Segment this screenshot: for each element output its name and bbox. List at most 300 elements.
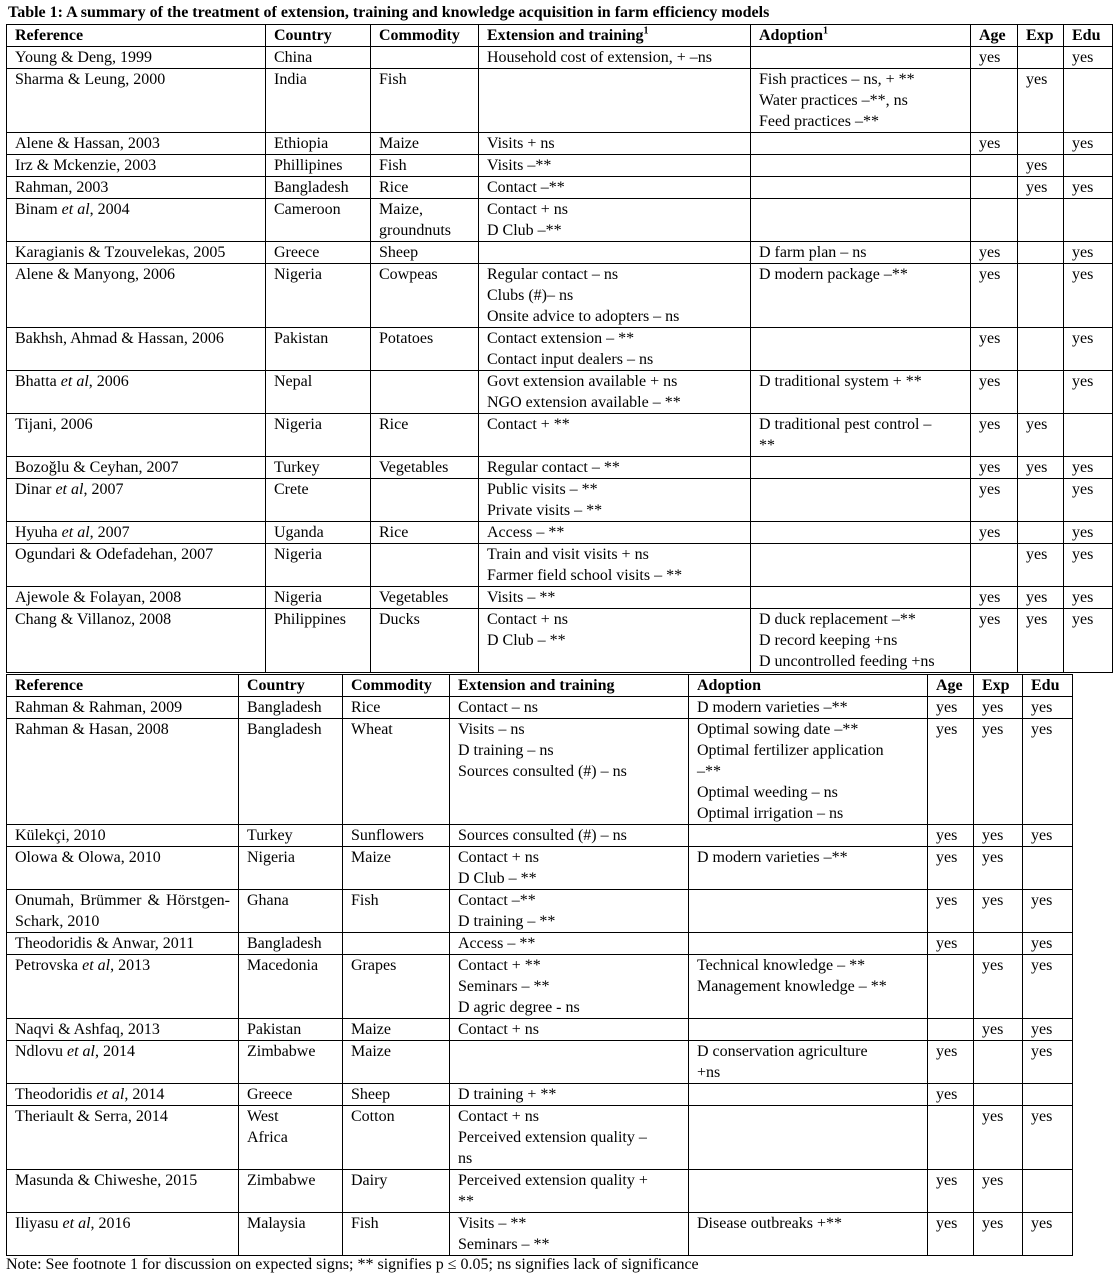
cell-adoption: [751, 47, 971, 69]
cell-age: yes: [928, 933, 974, 955]
column-header-adoption: [751, 25, 971, 47]
cell-extension: Perceived extension quality + **: [450, 1170, 689, 1213]
cell-edu: [1064, 69, 1113, 133]
cell-extension: Regular contact – ns Clubs (#)– ns Onsite advice to adopters – ns: [479, 264, 751, 328]
cell-exp: [1018, 328, 1064, 371]
column-header-exp: [974, 675, 1023, 697]
cell-adoption: [689, 1084, 928, 1106]
cell-adoption: D duck replacement –** D record keeping +ns D uncontrolled feeding +ns: [751, 609, 971, 673]
cell-reference: Ajewole & Folayan, 2008: [7, 587, 266, 609]
cell-adoption: [751, 177, 971, 199]
cell-extension: Contact extension – ** Contact input dealers – ns: [479, 328, 751, 371]
summary-table-part-2: [6, 674, 1073, 1256]
cell-country: Zimbabwe: [239, 1170, 343, 1213]
table-row: [7, 264, 1113, 328]
cell-age: yes: [971, 609, 1018, 673]
cell-exp: [1018, 242, 1064, 264]
cell-commodity: Maize, groundnuts: [371, 199, 479, 242]
table-row: [7, 1213, 1073, 1256]
cell-age: yes: [971, 133, 1018, 155]
cell-exp: yes: [974, 955, 1023, 1019]
table-row: [7, 414, 1113, 457]
cell-extension: D training + **: [450, 1084, 689, 1106]
cell-country: India: [266, 69, 371, 133]
cell-extension: Contact + ns D Club – **: [450, 847, 689, 890]
cell-edu: yes: [1064, 522, 1113, 544]
cell-adoption: Fish practices – ns, + ** Water practices –**, ns Feed practices –**: [751, 69, 971, 133]
cell-commodity: Fish: [371, 69, 479, 133]
cell-age: [971, 544, 1018, 587]
table-row: [7, 1170, 1073, 1213]
column-header-label: Age: [936, 677, 963, 694]
cell-extension: Visits – ns D training – ns Sources consulted (#) – ns: [450, 719, 689, 825]
cell-adoption: [751, 522, 971, 544]
cell-commodity: [371, 47, 479, 69]
cell-commodity: Potatoes: [371, 328, 479, 371]
cell-edu: yes: [1023, 1106, 1073, 1170]
cell-exp: yes: [974, 719, 1023, 825]
cell-country: Cameroon: [266, 199, 371, 242]
cell-country: Nigeria: [266, 264, 371, 328]
cell-country: Greece: [239, 1084, 343, 1106]
header-row: [7, 25, 1113, 47]
cell-country: Phillipines: [266, 155, 371, 177]
cell-reference: Dinar et al, 2007: [7, 479, 266, 522]
cell-commodity: Vegetables: [371, 587, 479, 609]
table-row: [7, 133, 1113, 155]
cell-exp: [1018, 47, 1064, 69]
cell-commodity: Maize: [343, 1019, 450, 1041]
cell-extension: Regular contact – **: [479, 457, 751, 479]
cell-age: yes: [928, 1084, 974, 1106]
cell-edu: yes: [1064, 479, 1113, 522]
cell-reference: Petrovska et al, 2013: [7, 955, 239, 1019]
cell-adoption: Disease outbreaks +**: [689, 1213, 928, 1256]
cell-reference: Theodoridis et al, 2014: [7, 1084, 239, 1106]
cell-adoption: D farm plan – ns: [751, 242, 971, 264]
cell-extension: Contact + ns D Club –**: [479, 199, 751, 242]
column-header-edu: [1064, 25, 1113, 47]
cell-age: yes: [971, 242, 1018, 264]
footnote-marker: 1: [643, 25, 649, 37]
table-row: [7, 609, 1113, 673]
cell-age: yes: [928, 847, 974, 890]
column-header-label: Adoption: [697, 677, 762, 694]
cell-edu: yes: [1064, 47, 1113, 69]
cell-commodity: Grapes: [343, 955, 450, 1019]
cell-edu: yes: [1023, 955, 1073, 1019]
table-note: Note: See footnote 1 for discussion on expected signs; ** signifies p ≤ 0.05; ns signifies lack of significance: [6, 1256, 699, 1273]
column-header-label: Exp: [982, 677, 1010, 694]
cell-extension: [450, 1041, 689, 1084]
cell-country: Greece: [266, 242, 371, 264]
cell-adoption: D conservation agriculture +ns: [689, 1041, 928, 1084]
table-row: [7, 1041, 1073, 1084]
cell-adoption: [751, 544, 971, 587]
cell-exp: [974, 1084, 1023, 1106]
cell-extension: Sources consulted (#) – ns: [450, 825, 689, 847]
column-header-edu: [1023, 675, 1073, 697]
cell-exp: yes: [1018, 457, 1064, 479]
cell-reference: Young & Deng, 1999: [7, 47, 266, 69]
cell-country: Bangladesh: [239, 933, 343, 955]
cell-commodity: Maize: [371, 133, 479, 155]
cell-adoption: D modern package –**: [751, 264, 971, 328]
table-row: [7, 825, 1073, 847]
table-row: [7, 847, 1073, 890]
cell-adoption: D modern varieties –**: [689, 847, 928, 890]
cell-country: Bangladesh: [239, 697, 343, 719]
cell-edu: yes: [1023, 697, 1073, 719]
column-header-reference: [7, 25, 266, 47]
column-header-label: Reference: [15, 677, 84, 694]
column-header-label: Adoption: [759, 27, 824, 44]
cell-exp: yes: [974, 697, 1023, 719]
cell-commodity: Maize: [343, 1041, 450, 1084]
cell-extension: Govt extension available + ns NGO extension available – **: [479, 371, 751, 414]
cell-country: Pakistan: [266, 328, 371, 371]
cell-reference: Olowa & Olowa, 2010: [7, 847, 239, 890]
cell-commodity: Sheep: [343, 1084, 450, 1106]
column-header-adoption: [689, 675, 928, 697]
cell-commodity: Wheat: [343, 719, 450, 825]
cell-age: yes: [971, 264, 1018, 328]
cell-edu: yes: [1064, 264, 1113, 328]
table-row: [7, 457, 1113, 479]
column-header-label: Exp: [1026, 27, 1054, 44]
cell-extension: Contact – ns: [450, 697, 689, 719]
cell-commodity: Vegetables: [371, 457, 479, 479]
cell-extension: Train and visit visits + ns Farmer field school visits – **: [479, 544, 751, 587]
cell-reference: Külekçi, 2010: [7, 825, 239, 847]
column-header-label: Reference: [15, 27, 84, 44]
cell-age: yes: [928, 697, 974, 719]
column-header-exp: [1018, 25, 1064, 47]
cell-age: yes: [971, 457, 1018, 479]
cell-extension: Contact + ns: [450, 1019, 689, 1041]
cell-edu: yes: [1023, 719, 1073, 825]
cell-commodity: Dairy: [343, 1170, 450, 1213]
cell-exp: yes: [1018, 609, 1064, 673]
column-header-label: Country: [274, 27, 332, 44]
cell-reference: Bozoğlu & Ceyhan, 2007: [7, 457, 266, 479]
cell-adoption: D traditional pest control – **: [751, 414, 971, 457]
cell-country: Nigeria: [266, 414, 371, 457]
cell-country: Nigeria: [266, 544, 371, 587]
cell-adoption: Optimal sowing date –** Optimal fertilizer application –** Optimal weeding – ns Optimal irrigation – ns: [689, 719, 928, 825]
cell-age: yes: [928, 890, 974, 933]
column-header-label: Age: [979, 27, 1006, 44]
table-row: [7, 522, 1113, 544]
cell-edu: [1064, 199, 1113, 242]
cell-extension: [479, 69, 751, 133]
cell-exp: yes: [974, 890, 1023, 933]
cell-exp: yes: [974, 1170, 1023, 1213]
cell-commodity: Sunflowers: [343, 825, 450, 847]
cell-extension: Contact + ns Perceived extension quality – ns: [450, 1106, 689, 1170]
column-header-age: [971, 25, 1018, 47]
cell-reference: Rahman, 2003: [7, 177, 266, 199]
cell-exp: [1018, 479, 1064, 522]
cell-adoption: [689, 1019, 928, 1041]
cell-extension: Access – **: [479, 522, 751, 544]
table-row: [7, 479, 1113, 522]
cell-reference: Bhatta et al, 2006: [7, 371, 266, 414]
column-header-reference: [7, 675, 239, 697]
cell-extension: Visits – ** Seminars – **: [450, 1213, 689, 1256]
cell-adoption: [751, 133, 971, 155]
cell-exp: yes: [1018, 587, 1064, 609]
cell-extension: Contact + ** Seminars – ** D agric degree - ns: [450, 955, 689, 1019]
cell-age: [928, 955, 974, 1019]
cell-age: yes: [928, 825, 974, 847]
header-row: [7, 675, 1073, 697]
column-header-extension: [450, 675, 689, 697]
cell-country: Crete: [266, 479, 371, 522]
cell-extension: Contact + ns D Club – **: [479, 609, 751, 673]
cell-exp: yes: [1018, 414, 1064, 457]
table-row: [7, 47, 1113, 69]
cell-exp: yes: [1018, 544, 1064, 587]
cell-extension: Contact –** D training – **: [450, 890, 689, 933]
table-row: [7, 177, 1113, 199]
cell-country: Turkey: [239, 825, 343, 847]
cell-age: [971, 177, 1018, 199]
cell-age: [971, 69, 1018, 133]
cell-edu: [1064, 414, 1113, 457]
cell-exp: yes: [974, 847, 1023, 890]
cell-reference: Naqvi & Ashfaq, 2013: [7, 1019, 239, 1041]
cell-edu: yes: [1023, 890, 1073, 933]
column-header-country: [266, 25, 371, 47]
cell-country: Malaysia: [239, 1213, 343, 1256]
cell-adoption: [751, 328, 971, 371]
cell-age: [971, 199, 1018, 242]
cell-reference: Iliyasu et al, 2016: [7, 1213, 239, 1256]
cell-reference: Onumah, Brümmer & Hörstgen-Schark, 2010: [7, 890, 239, 933]
cell-adoption: [689, 890, 928, 933]
cell-extension: Access – **: [450, 933, 689, 955]
cell-reference: Sharma & Leung, 2000: [7, 69, 266, 133]
cell-edu: yes: [1064, 328, 1113, 371]
cell-extension: Contact –**: [479, 177, 751, 199]
cell-reference: Binam et al, 2004: [7, 199, 266, 242]
summary-table-part-1: [6, 24, 1113, 673]
cell-adoption: [751, 457, 971, 479]
cell-edu: yes: [1064, 609, 1113, 673]
cell-age: yes: [928, 1170, 974, 1213]
cell-reference: Ogundari & Odefadehan, 2007: [7, 544, 266, 587]
cell-adoption: [751, 155, 971, 177]
cell-adoption: [751, 479, 971, 522]
cell-commodity: Rice: [343, 697, 450, 719]
cell-extension: Contact + **: [479, 414, 751, 457]
cell-country: Pakistan: [239, 1019, 343, 1041]
cell-commodity: Rice: [371, 177, 479, 199]
table-row: [7, 371, 1113, 414]
cell-commodity: Cowpeas: [371, 264, 479, 328]
cell-age: yes: [928, 719, 974, 825]
cell-edu: yes: [1023, 1019, 1073, 1041]
cell-country: Nigeria: [266, 587, 371, 609]
cell-extension: Public visits – ** Private visits – **: [479, 479, 751, 522]
table-row: [7, 719, 1073, 825]
cell-reference: Hyuha et al, 2007: [7, 522, 266, 544]
cell-reference: Bakhsh, Ahmad & Hassan, 2006: [7, 328, 266, 371]
cell-commodity: Ducks: [371, 609, 479, 673]
cell-commodity: Maize: [343, 847, 450, 890]
cell-extension: [479, 242, 751, 264]
cell-edu: yes: [1023, 1213, 1073, 1256]
cell-exp: yes: [974, 1213, 1023, 1256]
cell-age: [928, 1106, 974, 1170]
table-row: [7, 328, 1113, 371]
cell-exp: yes: [1018, 69, 1064, 133]
cell-exp: yes: [974, 1019, 1023, 1041]
table-row: [7, 69, 1113, 133]
cell-country: Zimbabwe: [239, 1041, 343, 1084]
cell-reference: Rahman & Hasan, 2008: [7, 719, 239, 825]
table-row: [7, 587, 1113, 609]
column-header-label: Edu: [1072, 27, 1101, 44]
cell-commodity: Sheep: [371, 242, 479, 264]
cell-age: yes: [971, 328, 1018, 371]
cell-commodity: [371, 479, 479, 522]
cell-country: China: [266, 47, 371, 69]
cell-commodity: Fish: [343, 890, 450, 933]
table-row: [7, 697, 1073, 719]
cell-age: yes: [971, 522, 1018, 544]
cell-exp: [1018, 371, 1064, 414]
cell-country: Nigeria: [239, 847, 343, 890]
column-header-commodity: [343, 675, 450, 697]
cell-adoption: [689, 933, 928, 955]
cell-exp: [974, 933, 1023, 955]
cell-commodity: [371, 544, 479, 587]
cell-commodity: Fish: [371, 155, 479, 177]
cell-edu: yes: [1064, 457, 1113, 479]
column-header-extension: [479, 25, 751, 47]
cell-adoption: D traditional system + **: [751, 371, 971, 414]
cell-country: Bangladesh: [266, 177, 371, 199]
column-header-label: Commodity: [351, 677, 432, 694]
cell-adoption: [689, 1170, 928, 1213]
table-row: [7, 544, 1113, 587]
table-row: [7, 155, 1113, 177]
cell-country: Turkey: [266, 457, 371, 479]
column-header-country: [239, 675, 343, 697]
table-row: [7, 890, 1073, 933]
cell-country: Ghana: [239, 890, 343, 933]
cell-edu: yes: [1064, 587, 1113, 609]
cell-commodity: Rice: [371, 414, 479, 457]
cell-edu: yes: [1023, 1041, 1073, 1084]
cell-country: Philippines: [266, 609, 371, 673]
footnote-marker: 1: [823, 25, 829, 37]
cell-age: [971, 155, 1018, 177]
cell-age: yes: [971, 479, 1018, 522]
column-header-label: Extension and training: [487, 27, 644, 44]
cell-age: yes: [928, 1213, 974, 1256]
cell-extension: Visits + ns: [479, 133, 751, 155]
cell-age: yes: [971, 371, 1018, 414]
cell-reference: Rahman & Rahman, 2009: [7, 697, 239, 719]
column-header-label: Commodity: [379, 27, 460, 44]
cell-reference: Alene & Hassan, 2003: [7, 133, 266, 155]
cell-reference: Theodoridis & Anwar, 2011: [7, 933, 239, 955]
cell-adoption: [751, 199, 971, 242]
table-row: [7, 199, 1113, 242]
table-row: [7, 1084, 1073, 1106]
cell-exp: yes: [974, 1106, 1023, 1170]
cell-adoption: D modern varieties –**: [689, 697, 928, 719]
cell-reference: Alene & Manyong, 2006: [7, 264, 266, 328]
cell-edu: [1064, 155, 1113, 177]
cell-country: West Africa: [239, 1106, 343, 1170]
cell-age: yes: [971, 414, 1018, 457]
cell-exp: yes: [1018, 177, 1064, 199]
cell-commodity: [343, 933, 450, 955]
cell-country: Uganda: [266, 522, 371, 544]
cell-commodity: Fish: [343, 1213, 450, 1256]
cell-reference: Masunda & Chiweshe, 2015: [7, 1170, 239, 1213]
cell-reference: Ndlovu et al, 2014: [7, 1041, 239, 1084]
cell-country: Bangladesh: [239, 719, 343, 825]
cell-exp: [1018, 264, 1064, 328]
cell-edu: yes: [1064, 371, 1113, 414]
cell-edu: yes: [1064, 133, 1113, 155]
cell-country: Ethiopia: [266, 133, 371, 155]
cell-reference: Tijani, 2006: [7, 414, 266, 457]
cell-exp: [974, 1041, 1023, 1084]
cell-edu: [1023, 847, 1073, 890]
cell-extension: Visits – **: [479, 587, 751, 609]
cell-edu: yes: [1064, 242, 1113, 264]
cell-extension: Household cost of extension, + –ns: [479, 47, 751, 69]
cell-exp: [1018, 522, 1064, 544]
cell-adoption: Technical knowledge – ** Management knowledge – **: [689, 955, 928, 1019]
cell-edu: yes: [1064, 177, 1113, 199]
cell-exp: [1018, 133, 1064, 155]
cell-age: yes: [971, 47, 1018, 69]
cell-reference: Karagianis & Tzouvelekas, 2005: [7, 242, 266, 264]
cell-reference: Theriault & Serra, 2014: [7, 1106, 239, 1170]
cell-reference: Irz & Mckenzie, 2003: [7, 155, 266, 177]
table-title: Table 1: A summary of the treatment of extension, training and knowledge acquisition in farm efficiency models: [8, 4, 770, 21]
cell-exp: [1018, 199, 1064, 242]
table-row: [7, 1019, 1073, 1041]
cell-commodity: Cotton: [343, 1106, 450, 1170]
cell-adoption: [689, 1106, 928, 1170]
cell-country: Nepal: [266, 371, 371, 414]
cell-edu: yes: [1023, 933, 1073, 955]
column-header-age: [928, 675, 974, 697]
cell-country: Macedonia: [239, 955, 343, 1019]
table-row: [7, 933, 1073, 955]
column-header-commodity: [371, 25, 479, 47]
cell-edu: yes: [1023, 825, 1073, 847]
cell-extension: Visits –**: [479, 155, 751, 177]
cell-commodity: Rice: [371, 522, 479, 544]
cell-exp: yes: [1018, 155, 1064, 177]
cell-adoption: [689, 825, 928, 847]
cell-edu: [1023, 1170, 1073, 1213]
cell-age: [928, 1019, 974, 1041]
column-header-label: Extension and training: [458, 677, 615, 694]
cell-commodity: [371, 371, 479, 414]
cell-edu: yes: [1064, 544, 1113, 587]
table-row: [7, 242, 1113, 264]
